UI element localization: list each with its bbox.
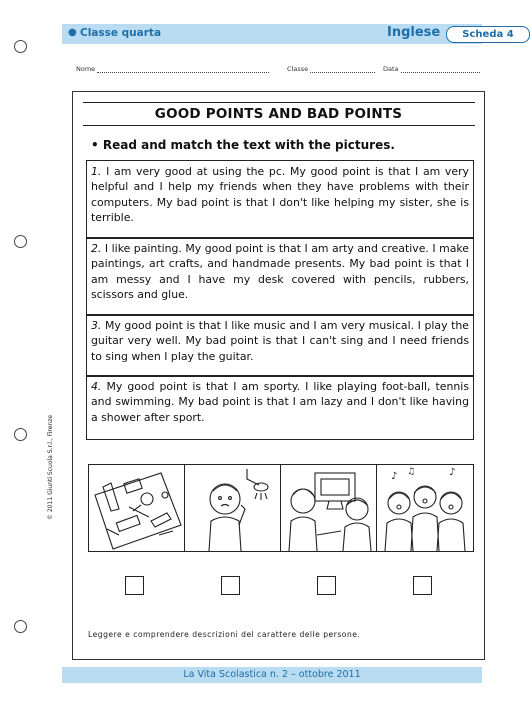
header-bar [62,24,514,44]
nome-line [76,65,269,73]
text-3 [87,318,473,364]
bullet-icon: ● [68,27,77,38]
binder-hole [14,40,27,53]
picture-1 [89,465,185,551]
separator [87,375,473,377]
kids-singing-icon [377,465,473,551]
subject-label: Inglese [387,25,441,40]
footer-note: Leggere e comprendere descrizioni del carattere delle persone. [88,630,361,639]
text-box [86,160,474,440]
text-number: 2. [91,242,102,255]
kids-computer-icon [281,465,377,551]
classe-field[interactable] [310,65,375,73]
separator [87,237,473,239]
answer-box-4[interactable] [413,576,432,595]
text-body: My good point is that I am sporty. I like playing foot-ball, tennis and swimming. My bad point is that I am lazy and I don't like having a shower after sport. [91,380,470,424]
publication-footer: La Vita Scolastica n. 2 – ottobre 2011 [62,667,482,683]
worksheet-frame [72,91,485,660]
binder-hole [14,620,27,633]
binder-hole [14,235,27,248]
text-number: 4. [91,380,102,393]
nome-field[interactable] [97,65,269,73]
picture-3 [281,465,377,551]
instruction: • Read and match the text with the pictures. [91,138,395,152]
svg-text:♪: ♪ [449,467,456,478]
text-1 [87,164,473,226]
data-field[interactable] [401,65,480,73]
text-number: 3. [91,319,102,332]
binder-hole [14,428,27,441]
picture-2 [185,465,281,551]
answer-box-3[interactable] [317,576,336,595]
separator [87,314,473,316]
data-line [383,65,480,73]
title-rule-bottom [83,125,475,126]
title-rule-top [83,102,475,103]
answer-box-1[interactable] [125,576,144,595]
text-4 [87,379,473,425]
answer-box-2[interactable] [221,576,240,595]
svg-text:♫: ♫ [407,467,416,477]
class-label: Classe quarta [80,27,162,39]
data-label: Data [383,65,399,73]
picture-4 [377,465,473,551]
page-title: GOOD POINTS AND BAD POINTS [154,106,403,122]
nome-label: Nome [76,65,96,73]
text-body: My good point is that I like music and I am very musical. I play the guitar very well. My bad point is that I can't sing and I need friends to sing when I play the guitar. [91,319,469,363]
svg-text:♪: ♪ [391,471,398,482]
text-body: I like painting. My good point is that I am arty and creative. I make paintings, art crafts, and handmade presents. My bad point is that I am messy and I have my desk covered with pencils, rubbers, scissors and glue. [91,242,469,302]
text-number: 1. [91,165,102,178]
worksheet-number: Scheda 4 [446,26,530,43]
classe-line [287,65,375,73]
pictures-strip [88,464,474,552]
text-body: I am very good at using the pc. My good point is that I am very helpful and I help my friends when they have problems with their computers. My bad point is that I don't like helping my sister, she is terrible. [91,165,469,225]
copyright-text: © 2011 Giunti Scuola S.r.l., Firenze [47,414,54,520]
messy-desk-icon [89,465,185,551]
boy-shower-icon [185,465,281,551]
classe-label: Classe [287,65,309,73]
text-2 [87,241,473,303]
